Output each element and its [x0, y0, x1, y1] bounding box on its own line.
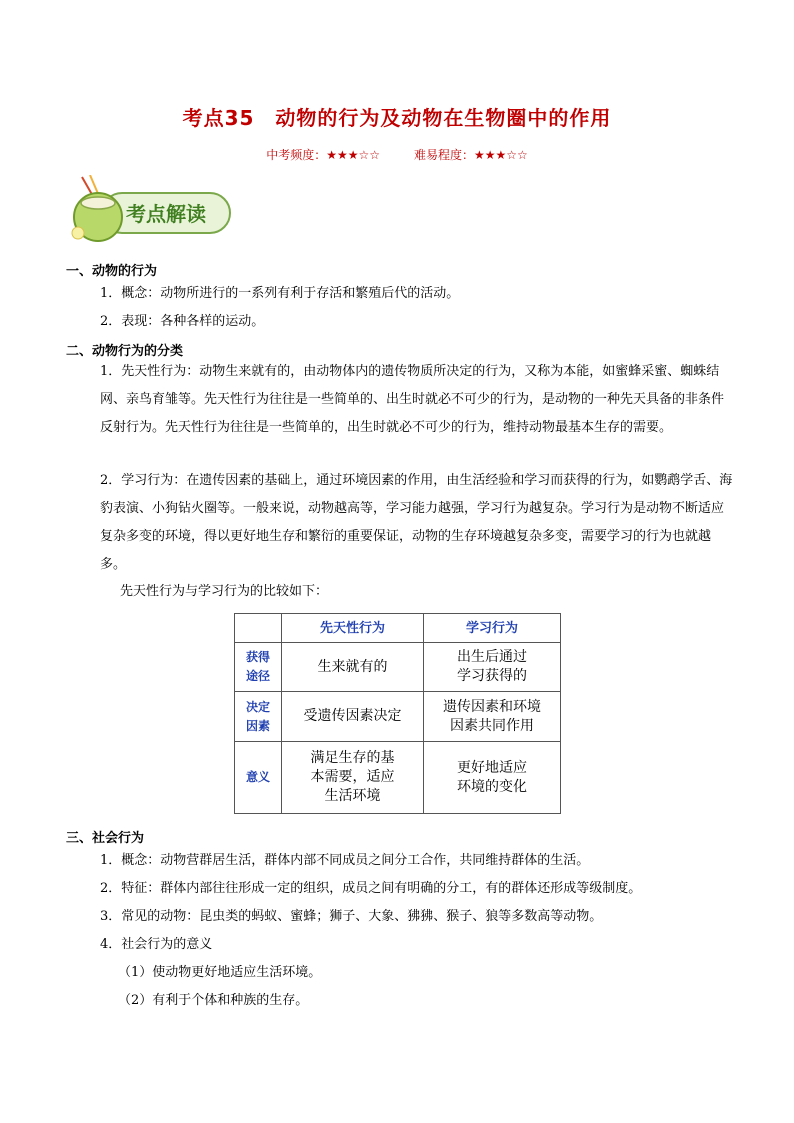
list-item: 2．表现：各种各样的运动。 — [100, 314, 265, 329]
list-item: 1．概念：动物营群居生活，群体内部不同成员之间分工合作，共同维持群体的生活。 — [100, 853, 590, 868]
compare-intro: 先天性行为与学习行为的比较如下： — [120, 584, 329, 599]
table-cell: 满足生存的基 本需要，适应 生活环境 — [282, 742, 424, 814]
row-header: 决定 因素 — [235, 692, 282, 742]
column-header-learned: 学习行为 — [424, 614, 561, 643]
list-item: 2．特征：群体内部往往形成一定的组织，成员之间有明确的分工，有的群体还形成等级制度。 — [100, 881, 642, 896]
page-title: 考点35 动物的行为及动物在生物圈中的作用 — [182, 106, 612, 130]
table-cell: 遗传因素和环境 因素共同作用 — [424, 692, 561, 742]
section-heading-3: 三、社会行为 — [66, 831, 145, 846]
table-corner-cell — [235, 614, 282, 643]
banner-label: 考点解读 — [126, 202, 206, 226]
row-header: 获得 途径 — [235, 643, 282, 692]
table-row — [235, 742, 561, 814]
comparison-table — [234, 613, 561, 814]
section-heading-2: 二、动物行为的分类 — [66, 344, 184, 359]
section-heading-1: 一、动物的行为 — [66, 264, 158, 279]
difficulty-line — [0, 146, 794, 163]
paragraph-learned: 2．学习行为：在遗传因素的基础上，通过环境因素的作用，由生活经验和学习而获得的行为，如鹦鹉学舌、海豹表演、小狗钻火圈等。一般来说，动物越高等，学习能力越强，学习行为越复杂。学习行为是动物不断适应复杂多变的环境，得以更好地生存和繁衍的重要保证，动物的生存环境越复杂多变，需要学习的行为也就越多。 — [100, 473, 733, 572]
table-cell: 出生后通过 学习获得的 — [424, 643, 561, 692]
table-cell: 生来就有的 — [282, 643, 424, 692]
table-row — [235, 692, 561, 742]
sub-item: （1）使动物更好地适应生活环境。 — [118, 965, 322, 980]
list-item: 4．社会行为的意义 — [100, 937, 213, 952]
section-banner — [68, 175, 238, 245]
difficulty-rating: 难易程度：★★★☆☆ — [414, 148, 528, 162]
list-item: 3．常见的动物：昆虫类的蚂蚁、蜜蜂；狮子、大象、狒狒、猴子、狼等多数高等动物。 — [100, 909, 603, 924]
sub-item: （2）有利于个体和种族的生存。 — [118, 993, 309, 1008]
paragraph-innate: 1．先天性行为：动物生来就有的，由动物体内的遗传物质所决定的行为，又称为本能，如蜜蜂采蜜、蜘蛛结网、亲鸟育雏等。先天性行为往往是一些简单的、出生时就必不可少的行为，是动物的一种先天具备的非条件反射行为。先天性行为往往是一些简单的，出生时就必不可少的行为，维持动物最基本生存的需要。 — [100, 364, 725, 435]
table-cell: 更好地适应 环境的变化 — [424, 742, 561, 814]
table-header-row — [235, 614, 561, 643]
table-row — [235, 643, 561, 692]
coconut-banner-icon — [68, 175, 238, 245]
table-cell: 受遗传因素决定 — [282, 692, 424, 742]
list-item: 1．概念：动物所进行的一系列有利于存活和繁殖后代的活动。 — [100, 286, 460, 301]
row-header: 意义 — [235, 742, 282, 814]
column-header-innate: 先天性行为 — [282, 614, 424, 643]
exam-frequency: 中考频度：★★★☆☆ — [266, 148, 380, 162]
